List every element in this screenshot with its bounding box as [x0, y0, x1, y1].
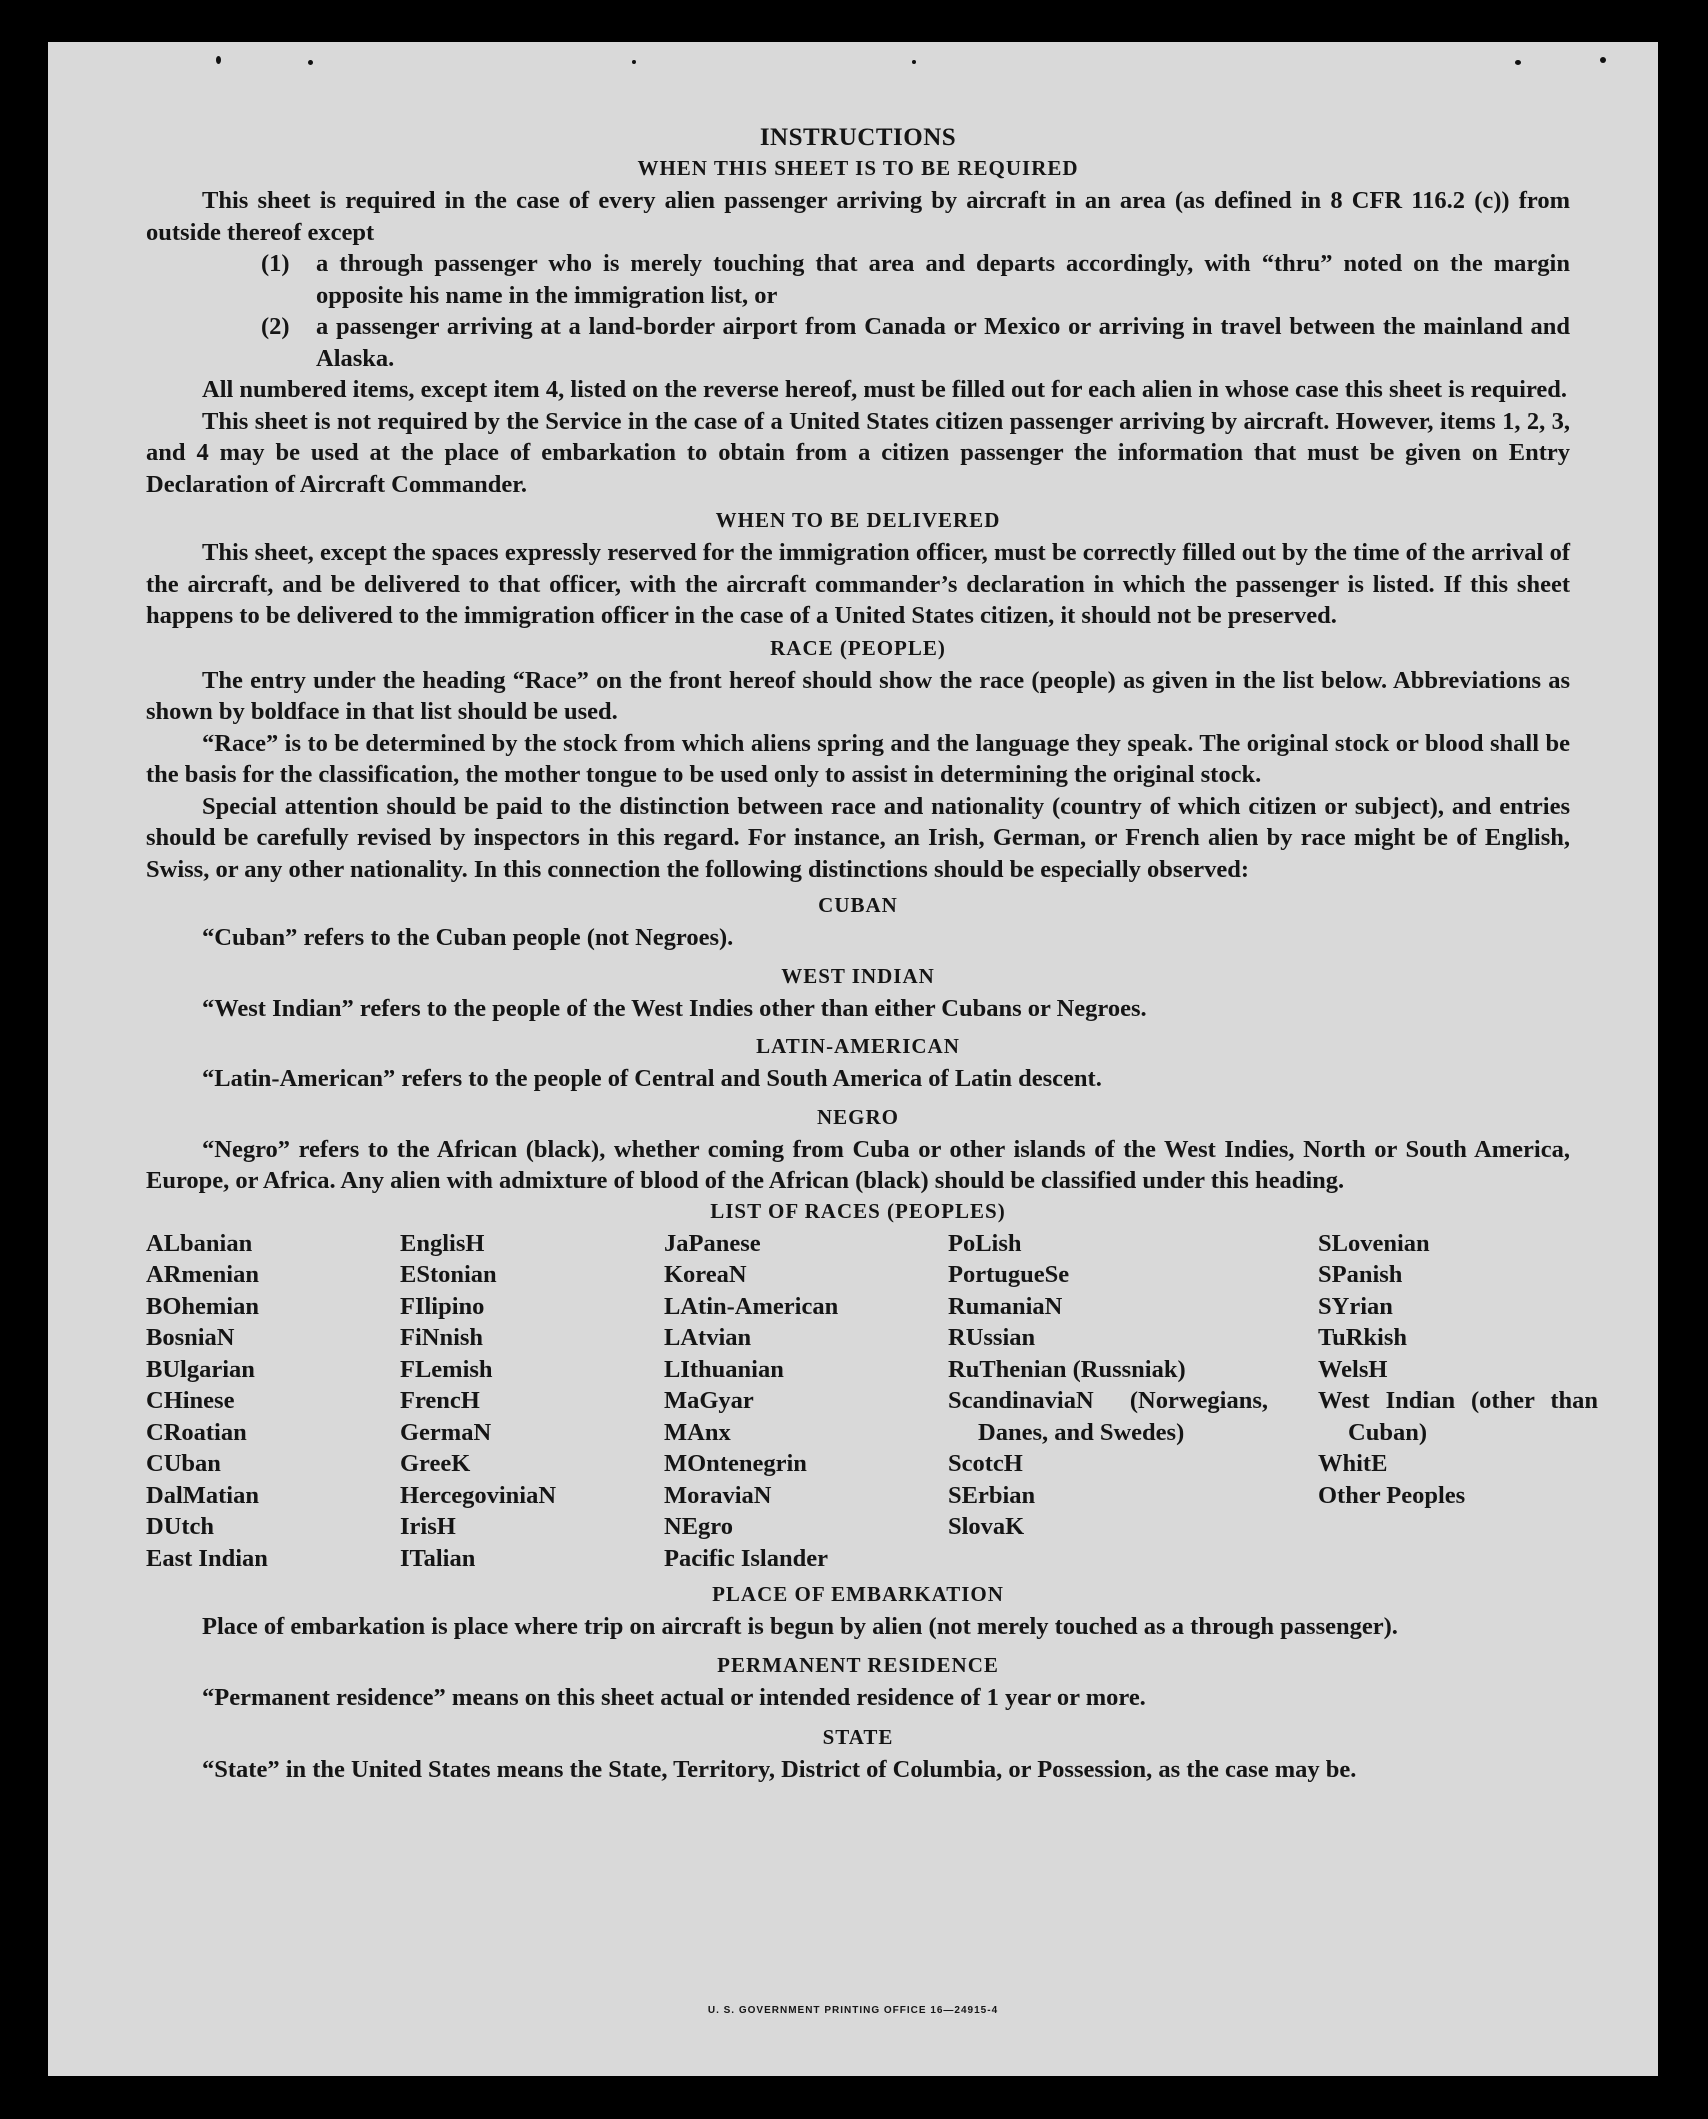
races-column-2: [400, 1228, 664, 1575]
race-entry: Pacific Islander: [664, 1544, 828, 1572]
race-entry: West Indian (other than Cuban): [1318, 1387, 1598, 1446]
items-paragraph: All numbered items, except item 4, listed on the reverse hereof, must be filled out for each alien in whose case this sheet is required.: [202, 376, 1568, 403]
exception-item: [146, 311, 1570, 374]
race-entry: LAtin-American: [664, 1292, 839, 1320]
race-entry: LAtvian: [664, 1324, 752, 1351]
state-paragraph: “State” in the United States means the State, Territory, District of Columbia, or Possession, as the case may be.: [202, 1756, 1357, 1783]
race-entry: RumaniaN: [948, 1292, 1063, 1320]
residence-paragraph: “Permanent residence” means on this sheet actual or intended residence of 1 year or more.: [202, 1683, 1146, 1711]
race-entry: MOntenegrin: [664, 1450, 807, 1477]
race-entry: HercegoviniaN: [400, 1481, 557, 1509]
race-entry: TuRkish: [1318, 1324, 1408, 1351]
race-entry: BosniaN: [146, 1324, 235, 1351]
race-entry: PoLish: [948, 1229, 1022, 1257]
printing-office-imprint: U. S. GOVERNMENT PRINTING OFFICE 16—24915-4: [707, 2005, 999, 2016]
race-entry: RUssian: [948, 1324, 1036, 1351]
race-entry: Other Peoples: [1318, 1481, 1466, 1509]
latin-american-paragraph: “Latin-American” refers to the people of Central and South America of Latin descent.: [202, 1065, 1102, 1092]
cuban-paragraph: “Cuban” refers to the Cuban people (not Negroes).: [202, 924, 734, 951]
race-entry: RuThenian (Russniak): [948, 1355, 1186, 1383]
intro-paragraph: This sheet is required in the case of every alien passenger arriving by aircraft in an area (as defined in 8 CFR 116.2 (c)) from outside thereof except: [146, 187, 1570, 246]
citizen-paragraph: This sheet is not required by the Service in the case of a United States citizen passenger arriving by aircraft. However, items 1, 2, 3, and 4 may be used at the place of embarkation to obtain from a citizen passenger the information that must be given on Entry Declaration of Aircraft Commander.: [146, 407, 1570, 498]
page-title: INSTRUCTIONS: [759, 124, 957, 151]
scan-speck: [308, 60, 313, 65]
heading-list-of-races: LIST OF RACES (PEOPLES): [710, 1198, 1006, 1223]
races-column-5: [1318, 1228, 1598, 1575]
west-indian-paragraph: “West Indian” refers to the people of the West Indies other than either Cubans or Negroes.: [202, 994, 1147, 1022]
exception-number: (2): [261, 313, 290, 340]
delivered-paragraph: This sheet, except the spaces expressly reserved for the immigration officer, must be correctly filled out by the time of the arrival of the aircraft, and be delivered to that officer, with the aircraft commander’s declaration in which the passenger is listed. If this sheet happens to be delivered to the immigration officer in the case of a United States citizen, it should not be preserved.: [146, 539, 1570, 629]
races-table: [146, 1228, 1598, 1575]
scan-speck: [912, 60, 916, 64]
race-entry: EnglisH: [400, 1229, 485, 1257]
race-entry: KoreaN: [664, 1261, 747, 1288]
heading-state: STATE: [822, 1725, 894, 1749]
document-page: [48, 42, 1658, 2076]
scan-speck: [1515, 60, 1521, 65]
race-entry: SYrian: [1318, 1292, 1393, 1320]
race-entry: FiNnish: [400, 1324, 484, 1351]
race-entry: FIlipino: [400, 1292, 485, 1320]
race-entry: ALbanian: [146, 1229, 253, 1257]
race-entry: NEgro: [664, 1513, 733, 1540]
heading-place-of-embarkation: PLACE OF EMBARKATION: [712, 1582, 1004, 1606]
heading-latin-american: LATIN-AMERICAN: [756, 1034, 960, 1058]
race-entry: ARmenian: [146, 1261, 259, 1288]
scan-speck: [1600, 57, 1606, 63]
race-entry: ScandinaviaN (Norwegians, Danes, and Swedes): [948, 1387, 1268, 1446]
race-entry: LIthuanian: [664, 1355, 784, 1383]
scan-speck: [216, 56, 221, 64]
exception-text: a passenger arriving at a land-border airport from Canada or Mexico or arriving in travel between the mainland and Alaska.: [316, 313, 1570, 372]
race-paragraph-2: “Race” is to be determined by the stock from which aliens spring and the language they speak. The original stock or blood shall be the basis for the classification, the mother tongue to be used only to assist in determining the original stock.: [146, 729, 1570, 788]
race-entry: FLemish: [400, 1355, 493, 1383]
races-column-1: [146, 1228, 400, 1575]
race-entry: CHinese: [146, 1387, 235, 1414]
scan-speck: [632, 60, 636, 64]
race-entry: WelsH: [1318, 1355, 1388, 1383]
race-entry: SErbian: [948, 1481, 1036, 1509]
exception-item: [146, 248, 1570, 311]
race-entry: ScotcH: [948, 1450, 1023, 1477]
race-entry: SLovenian: [1318, 1229, 1430, 1257]
race-entry: GreeK: [400, 1450, 471, 1477]
heading-race: RACE (PEOPLE): [770, 635, 946, 660]
heading-west-indian: WEST INDIAN: [781, 963, 935, 988]
race-entry: FrencH: [400, 1387, 480, 1414]
race-entry: IrisH: [400, 1513, 456, 1540]
race-entry: MoraviaN: [664, 1481, 772, 1509]
race-entry: MAnx: [664, 1418, 731, 1446]
race-entry: DUtch: [146, 1513, 215, 1540]
heading-when-required: WHEN THIS SHEET IS TO BE REQUIRED: [637, 156, 1079, 180]
exception-number: (1): [261, 250, 290, 277]
race-entry: CUban: [146, 1450, 221, 1477]
exception-list: [146, 248, 1570, 374]
race-entry: GermaN: [400, 1418, 492, 1446]
race-entry: WhitE: [1318, 1450, 1388, 1477]
race-entry: BOhemian: [146, 1292, 259, 1320]
race-entry: DalMatian: [146, 1481, 259, 1509]
race-entry: ITalian: [400, 1544, 476, 1572]
race-entry: SlovaK: [948, 1513, 1025, 1540]
races-column-4: [948, 1228, 1318, 1575]
race-entry: MaGyar: [664, 1387, 754, 1414]
race-entry: CRoatian: [146, 1418, 247, 1446]
race-entry: BUlgarian: [146, 1355, 255, 1383]
race-entry: SPanish: [1318, 1261, 1403, 1288]
race-entry: JaPanese: [664, 1229, 761, 1257]
races-column-3: [664, 1228, 948, 1575]
negro-paragraph: “Negro” refers to the African (black), whether coming from Cuba or other islands of the West Indies, North or South America, Europe, or Africa. Any alien with admixture of blood of the African (black) should be classified under this heading.: [146, 1135, 1570, 1194]
exception-text: a through passenger who is merely touching that area and departs accordingly, with “thru” noted on the margin opposite his name in the immigration list, or: [316, 250, 1570, 309]
race-paragraph-1: The entry under the heading “Race” on the front hereof should show the race (people) as given in the list below. Abbreviations as shown by boldface in that list should be used.: [146, 666, 1570, 725]
race-entry: EStonian: [400, 1261, 497, 1288]
heading-cuban: CUBAN: [818, 893, 898, 917]
race-entry: East Indian: [146, 1544, 268, 1572]
heading-when-delivered: WHEN TO BE DELIVERED: [715, 508, 1001, 532]
heading-negro: NEGRO: [816, 1104, 899, 1129]
race-paragraph-3: Special attention should be paid to the distinction between race and nationality (country of which citizen or subject), and entries should be carefully revised by inspectors in this regard. For instance, an Irish, German, or French alien by race might be of English, Swiss, or any other nationality. In this connection the following distinctions should be especially observed:: [146, 792, 1570, 883]
embarkation-paragraph: Place of embarkation is place where trip on aircraft is begun by alien (not merely touched as a through passenger).: [202, 1613, 1398, 1640]
heading-permanent-residence: PERMANENT RESIDENCE: [717, 1652, 999, 1677]
race-entry: PortugueSe: [948, 1261, 1070, 1288]
